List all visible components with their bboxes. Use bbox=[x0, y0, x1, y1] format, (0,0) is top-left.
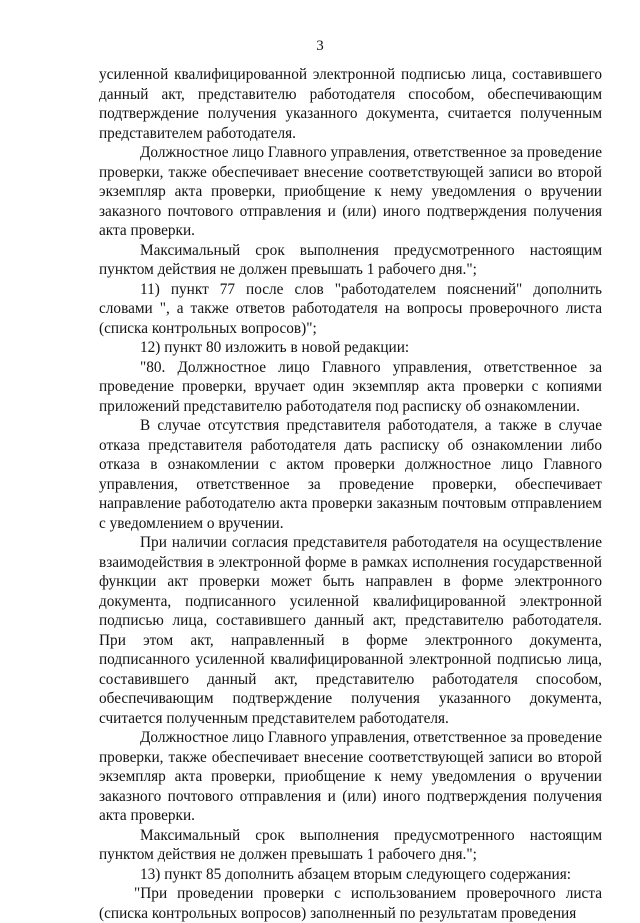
paragraph-9: Должностное лицо Главного управления, ответственное за проведение проверки, также обеспечивает внесение соответствующей записи во второй экземпляр акта проверки, приобщение к нему уведомления о вручении заказного почтового отправления и (или) иного подтверждения получения акта проверки. bbox=[99, 729, 602, 824]
paragraph-4: 11) пункт 77 после слов "работодателем пояснений" дополнить словами ", а также ответов работодателя на вопросы проверочного листа (списка контрольных вопросов)"; bbox=[99, 280, 602, 337]
paragraph-12: "При проведении проверки с использованием проверочного листа (списка контрольных вопросов) заполненный по результатам проведения bbox=[99, 885, 602, 922]
paragraph-8: При наличии согласия представителя работодателя на осуществление взаимодействия в электронной форме в рамках исполнения государственной функции акт проверки может быть направлен в форме электронного документа, подписанного усиленной квалифицированной электронной подписью лица, составившего данный акт, представителю работодателя. При этом акт, направленный в форме электронного документа, подписанного усиленной квалифицированной электронной подписью лица, составившего данный акт, представителю работодателя способом, обеспечивающим подтверждение получения указанного документа, считается полученным представителем работодателя. bbox=[99, 534, 602, 727]
page-number: 3 bbox=[316, 38, 324, 54]
paragraph-2: Должностное лицо Главного управления, ответственное за проведение проверки, также обеспечивает внесение соответствующей записи во второй экземпляр акта проверки, приобщение к нему уведомления о вручении заказного почтового отправления и (или) иного подтверждения получения акта проверки. bbox=[99, 144, 602, 239]
paragraph-3: Максимальный срок выполнения предусмотренного настоящим пунктом действия не должен превышать 1 рабочего дня."; bbox=[99, 241, 602, 278]
paragraph-10: Максимальный срок выполнения предусмотренного настоящим пунктом действия не должен превышать 1 рабочего дня."; bbox=[99, 826, 602, 863]
paragraph-7: В случае отсутствия представителя работодателя, а также в случае отказа представителя работодателя дать расписку об ознакомлении либо отказа в ознакомлении с актом проверки должностное лицо Главного управления, ответственное за проведение проверки, обеспечивает направление работодателю акта проверки заказным почтовым отправлением с уведомлением о вручении. bbox=[99, 417, 602, 532]
paragraph-11: 13) пункт 85 дополнить абзацем вторым следующего содержания: bbox=[140, 865, 571, 883]
document-body bbox=[99, 65, 602, 923]
paragraph-6: "80. Должностное лицо Главного управления, ответственное за проведение проверки, вручает один экземпляр акта проверки с копиями приложений представителю работодателя под расписку об ознакомлении. bbox=[99, 358, 602, 415]
paragraph-5: 12) пункт 80 изложить в новой редакции: bbox=[140, 339, 410, 356]
paragraph-1: усиленной квалифицированной электронной подписью лица, составившего данный акт, представителю работодателя способом, обеспечивающим подтверждение получения указанного документа, считается полученным представителем работодателя. bbox=[99, 66, 602, 142]
